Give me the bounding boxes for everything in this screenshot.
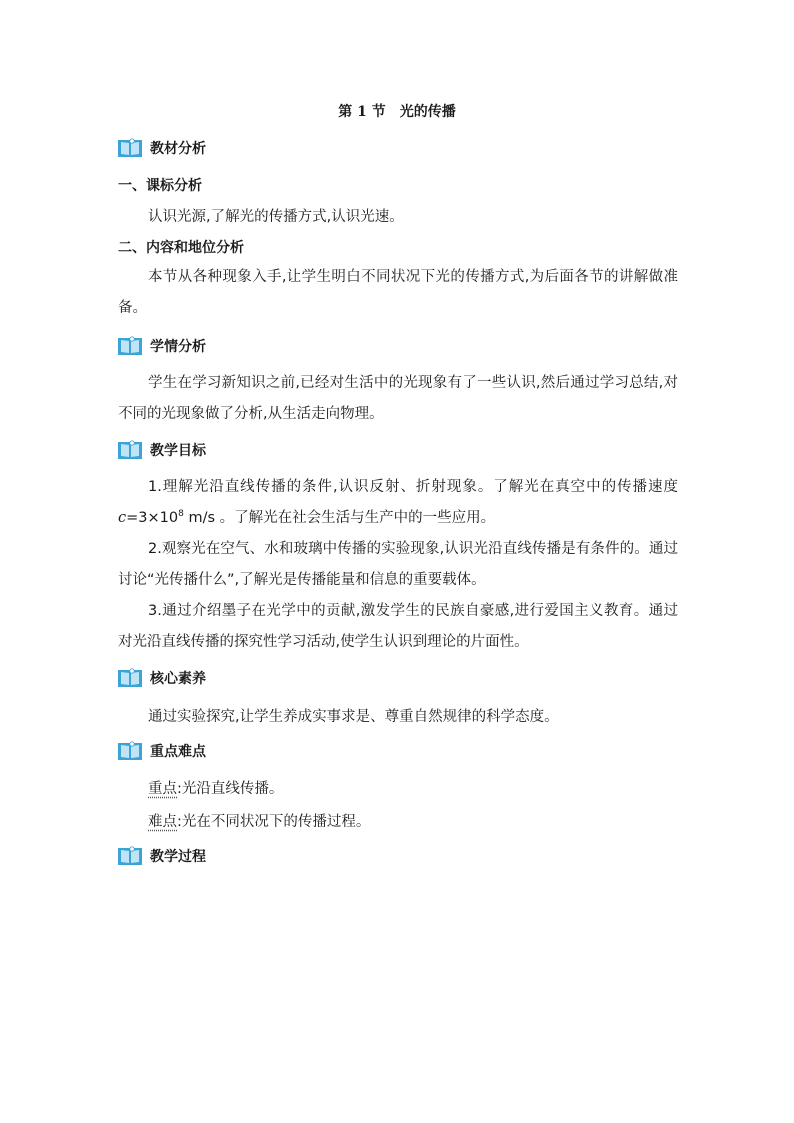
paragraph-content: 本节从各种现象入手,让学生明白不同状况下光的传播方式,为后面各节的讲解做准备。 (118, 269, 678, 316)
section-heading-learner (118, 335, 206, 357)
section-heading-label: 学情分析 (150, 339, 206, 355)
goal-1-text-a: 1.理解光沿直线传播的条件,认识反射、折射现象。了解光在真空中的传播速度 (148, 479, 678, 495)
page-title: 第 1 节 光的传播 (338, 104, 456, 120)
section-heading-process (118, 845, 206, 867)
paragraph-goal-1 (118, 472, 678, 534)
goal-1-text-b: m/s 。了解光在社会生活与生产中的一些应用。 (183, 510, 496, 526)
keypoint-label: 重点 (148, 781, 177, 797)
open-book-icon (118, 668, 142, 688)
paragraph-literacy: 通过实验探究,让学生养成实事求是、尊重自然规律的科学态度。 (148, 709, 559, 725)
open-book-icon (118, 336, 142, 356)
section-heading-label: 重点难点 (150, 744, 206, 760)
section-heading-analysis (118, 137, 206, 159)
paragraph-goal-3: 3.通过介绍墨子在光学中的贡献,激发学生的民族自豪感,进行爱国主义教育。通过对光沿直线传播的探究性学习活动,使学生认识到理论的片面性。 (118, 603, 678, 650)
section-heading-goals (118, 439, 206, 461)
paragraph-standard: 认识光源,了解光的传播方式,认识光速。 (148, 209, 404, 225)
open-book-icon (118, 741, 142, 761)
difficulty-line (148, 810, 370, 831)
section-heading-keypoints (118, 740, 206, 762)
section-heading-literacy (118, 667, 206, 689)
open-book-icon (118, 138, 142, 158)
paragraph-goal-2: 2.观察光在空气、水和玻璃中传播的实验现象,认识光沿直线传播是有条件的。通过讨论“光传播什么”,了解光是传播能量和信息的重要载体。 (118, 541, 678, 588)
section-heading-label: 教学目标 (150, 443, 206, 459)
section-heading-label: 教学过程 (150, 849, 206, 865)
keypoint-line (148, 777, 283, 798)
difficulty-text: :光在不同状况下的传播过程。 (177, 814, 371, 830)
difficulty-label: 难点 (148, 814, 177, 830)
open-book-icon (118, 846, 142, 866)
speed-value: =3×10 (126, 510, 179, 526)
speed-exponent: 8 (178, 509, 184, 520)
subheading-content: 二、内容和地位分析 (118, 240, 244, 256)
subheading-standard: 一、课标分析 (118, 178, 202, 194)
section-heading-label: 核心素养 (150, 671, 206, 687)
speed-variable: c (118, 510, 127, 526)
keypoint-text: :光沿直线传播。 (177, 781, 284, 797)
open-book-icon (118, 440, 142, 460)
section-heading-label: 教材分析 (150, 141, 206, 157)
paragraph-learner: 学生在学习新知识之前,已经对生活中的光现象有了一些认识,然后通过学习总结,对不同的光现象做了分析,从生活走向物理。 (118, 375, 678, 422)
